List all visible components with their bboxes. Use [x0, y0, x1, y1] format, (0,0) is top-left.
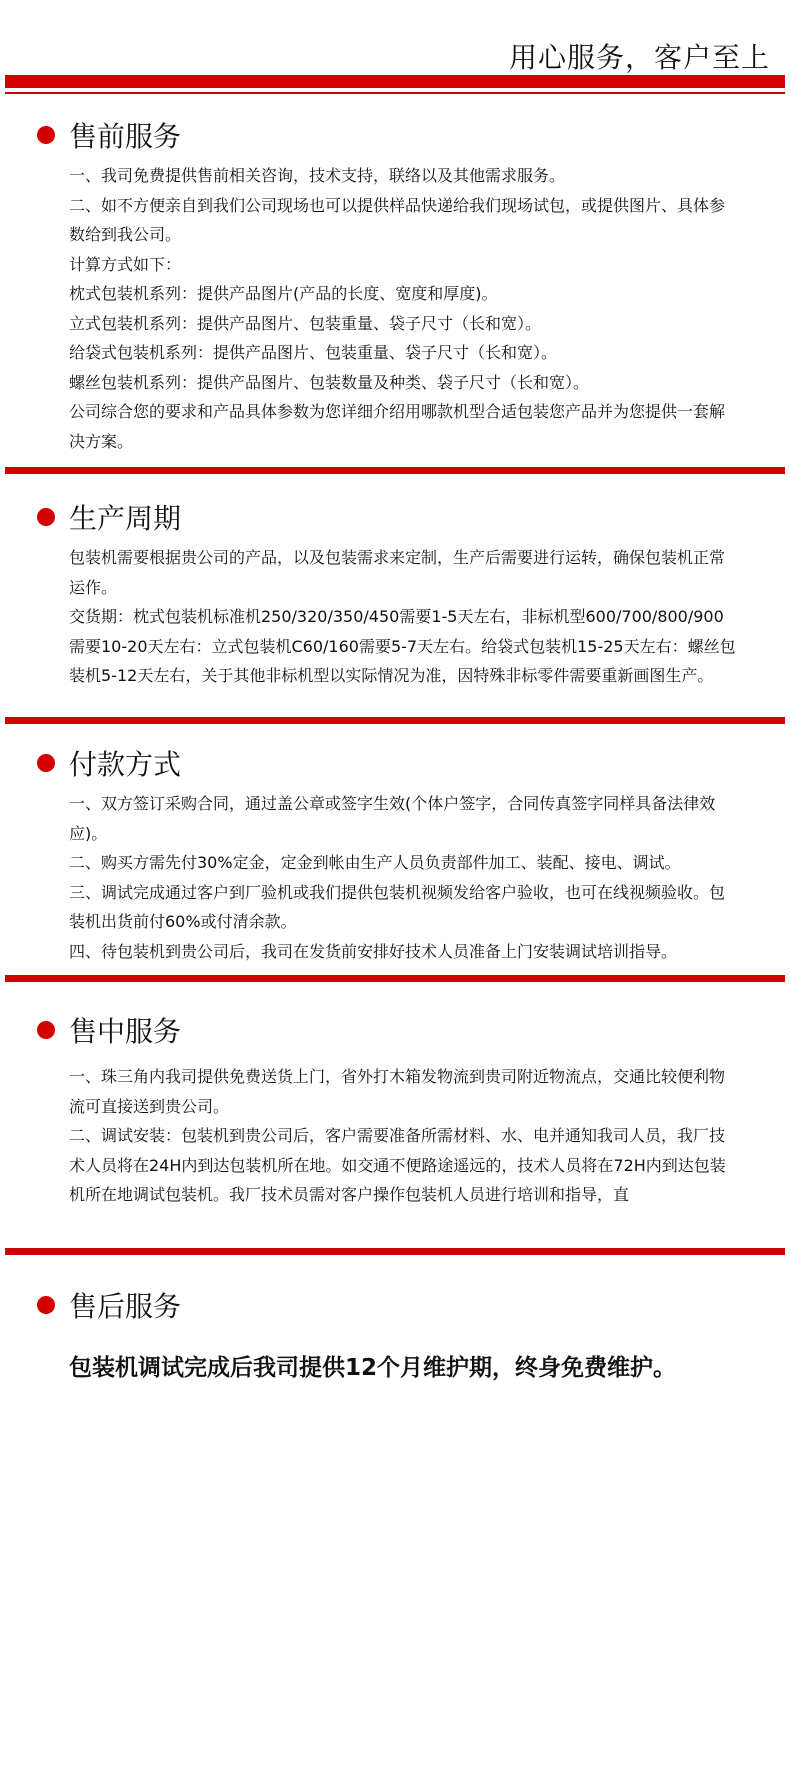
section-aftersale	[37, 1285, 737, 1385]
section-payment	[37, 743, 737, 966]
section-title: 付款方式	[69, 748, 182, 781]
section-title: 售后服务	[69, 1290, 182, 1323]
section-body	[69, 543, 737, 691]
section-body	[69, 1062, 737, 1210]
aftersale-statement: 包装机调试完成后我司提供12个月维护期，终身免费维护。	[69, 1355, 677, 1381]
paragraph: 立式包装机系列：提供产品图片、包装重量、袋子尺寸（长和宽）。	[69, 313, 542, 333]
bullet-dot-icon	[37, 1296, 55, 1314]
section-title: 售中服务	[69, 1015, 182, 1048]
section-title: 生产周期	[69, 502, 182, 535]
paragraph: 四、待包装机到贵公司后，我司在发货前安排好技术人员准备上门安装调试培训指导。	[69, 941, 678, 961]
section-header	[37, 1010, 737, 1050]
header-divider-line	[5, 92, 785, 94]
section-title: 售前服务	[69, 120, 182, 153]
paragraph: 螺丝包装机系列：提供产品图片、包装数量及种类、袋子尺寸（长和宽）。	[69, 372, 590, 392]
paragraph: 三、调试完成通过客户到厂验机或我们提供包装机视频发给客户验收，也可在线视频验收。包装机出货前付60%或付清余款。	[69, 882, 726, 931]
header-divider-bar	[5, 75, 785, 88]
bullet-dot-icon	[37, 754, 55, 772]
section-divider	[5, 1248, 785, 1255]
bullet-dot-icon	[37, 1021, 55, 1039]
paragraph: 二、调试安装：包装机到贵公司后，客户需要准备所需材料、水、电并通知我司人员，我厂技术人员将在24H内到达包装机所在地。如交通不便路途遥远的，技术人员将在72H内到达包装机所在地调试包装机。我厂技术员需对客户操作包装机人员进行培训和指导，直	[69, 1126, 726, 1204]
paragraph: 交货期：枕式包装机标准机250/320/350/450需要1-5天左右，非标机型600/700/800/900需要10-20天左右：立式包装机C60/160需要5-7天左右。给袋式包装机15-25天左右：螺丝包装机5-12天左右，关于其他非标机型以实际情况为准，因特殊非标零件需要重新画图生产。	[69, 607, 736, 685]
section-divider	[5, 717, 785, 724]
section-header	[37, 1285, 737, 1325]
section-body	[69, 161, 737, 456]
bullet-dot-icon	[37, 508, 55, 526]
paragraph: 二、如不方便亲自到我们公司现场也可以提供样品快递给我们现场试包，或提供图片、具体参数给到我公司。	[69, 195, 726, 244]
paragraph: 计算方式如下：	[69, 254, 182, 274]
paragraph: 给袋式包装机系列：提供产品图片、包装重量、袋子尺寸（长和宽）。	[69, 343, 558, 362]
section-divider	[5, 975, 785, 982]
section-header	[37, 115, 737, 155]
section-presale	[37, 115, 737, 456]
paragraph: 一、我司免费提供售前相关咨询，技术支持，联络以及其他需求服务。	[69, 166, 566, 185]
section-body	[69, 789, 737, 966]
section-insale	[37, 1010, 737, 1210]
paragraph: 一、双方签订采购合同，通过盖公章或签字生效(个体户签字，合同传真签字同样具备法律效应)。	[69, 794, 716, 843]
paragraph: 公司综合您的要求和产品具体参数为您详细介绍用哪款机型合适包装您产品并为您提供一套解决方案。	[69, 402, 726, 451]
section-header	[37, 497, 737, 537]
section-divider	[5, 467, 785, 474]
paragraph: 一、珠三角内我司提供免费送货上门，省外打木箱发物流到贵司附近物流点，交通比较便利物流可直接送到贵公司。	[69, 1067, 726, 1116]
paragraph: 包装机需要根据贵公司的产品，以及包装需求来定制，生产后需要进行运转，确保包装机正常运作。	[69, 548, 726, 597]
paragraph: 二、购买方需先付30%定金，定金到帐由生产人员负责部件加工、装配、接电、调试。	[69, 853, 681, 872]
paragraph: 枕式包装机系列：提供产品图片(产品的长度、宽度和厚度)。	[69, 284, 498, 303]
header-slogan: 用心服务，客户至上	[508, 41, 770, 74]
section-production-cycle	[37, 497, 737, 691]
bullet-dot-icon	[37, 126, 55, 144]
section-header	[37, 743, 737, 783]
